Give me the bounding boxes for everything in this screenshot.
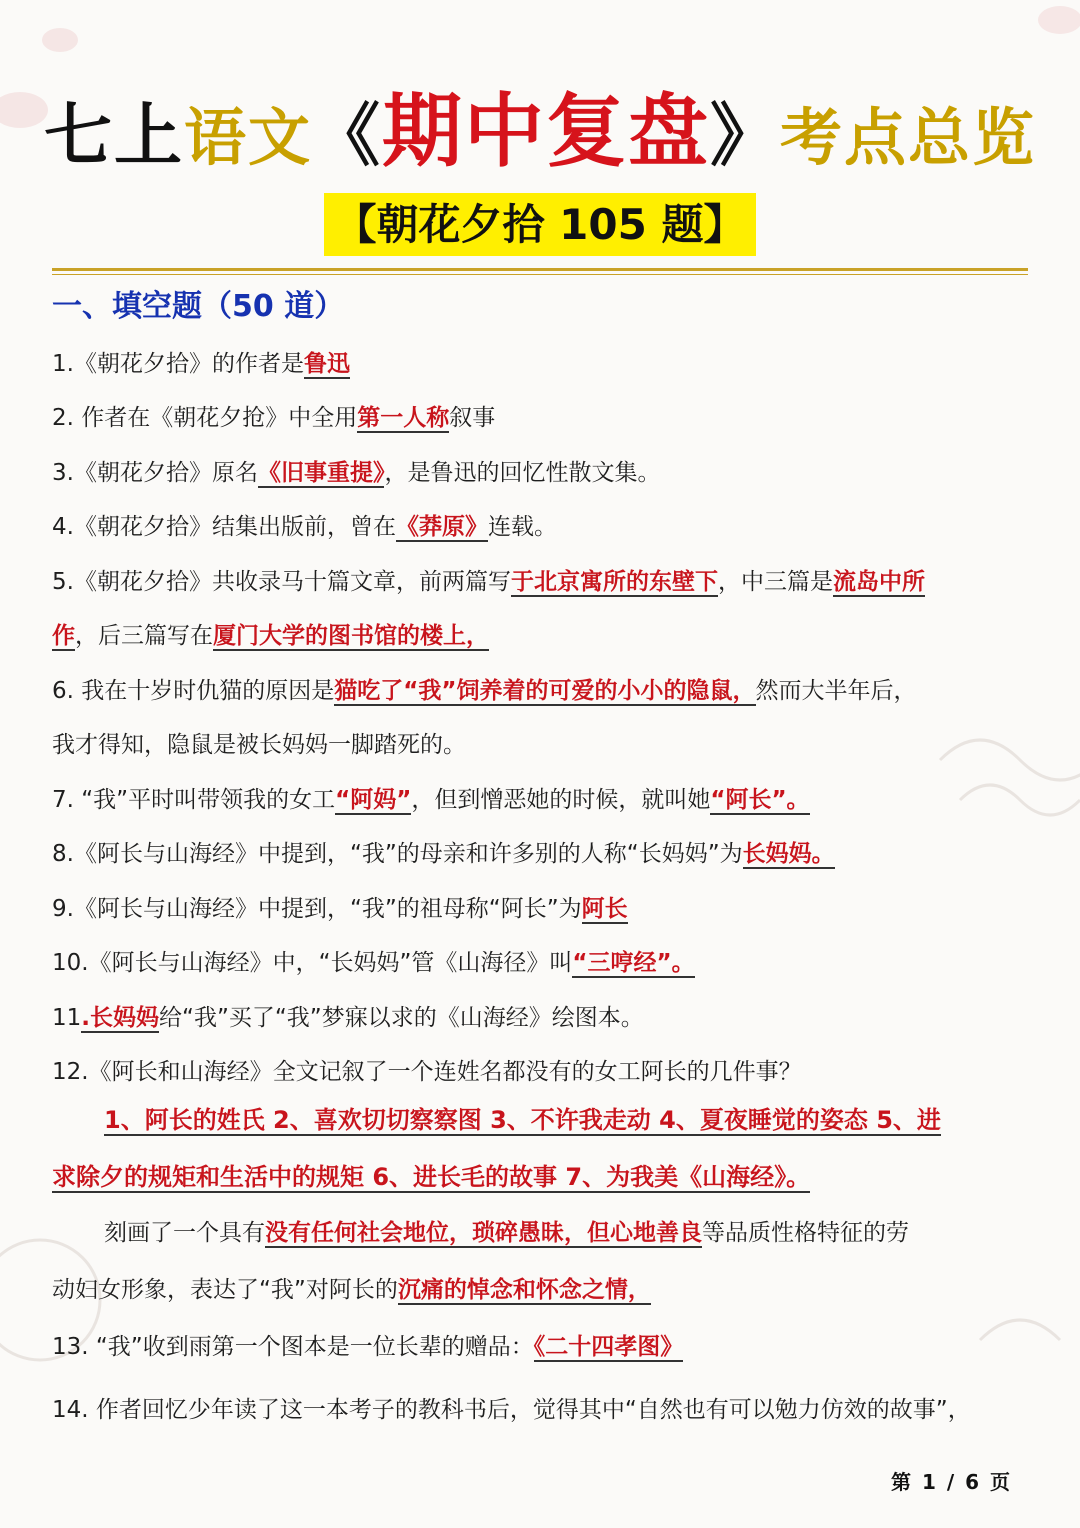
answer: 1、阿长的姓氏 2、喜欢切切察察图 3、不许我走动 4、夏夜睡觉的姿态 5、进 (104, 1106, 941, 1134)
answer: “阿长”。 (710, 787, 810, 813)
divider-thin (52, 274, 1028, 275)
question-2: 2. 作者在《朝花夕抢》中全用第一人称叙事 (52, 405, 496, 431)
answer: 《旧事重提》 (257, 460, 385, 486)
title-main: 期中复盘 (382, 85, 710, 178)
title-open-bracket: 《 (311, 97, 382, 176)
subtitle-banner: 【朝花夕拾 105 题】 (324, 193, 756, 256)
answer: 《莽原》 (395, 514, 488, 540)
answer: 《二十四孝图》 (533, 1334, 684, 1360)
answer: 求除夕的规矩和生活中的规矩 6、进长毛的故事 7、为我美《山海经》。 (52, 1163, 811, 1191)
answer: 猫吃了“我”饲养着的可爱的小小的隐鼠， (334, 678, 756, 704)
title-subject: 语文 (183, 101, 312, 174)
page-title (0, 82, 1080, 188)
answer: 第一人称 (357, 405, 450, 431)
answer: “阿妈” (335, 787, 412, 813)
question-5-continued: 作，后三篇写在厦门大学的图书馆的楼上， (52, 623, 489, 649)
answer: 没有任何社会地位，琐碎愚昧，但心地善良 (265, 1220, 702, 1246)
answer: 作 (52, 623, 75, 649)
question-6: 6. 我在十岁时仇猫的原因是猫吃了“我”饲养着的可爱的小小的隐鼠，然而大半年后， (52, 678, 917, 704)
page-number: 第 1 / 6 页 (891, 1470, 1012, 1494)
answer: 长妈妈。 (742, 841, 835, 867)
question-12: 12.《阿长和山海经》全文记叙了一个连姓名都没有的女工阿长的几件事？ (52, 1059, 802, 1085)
answer: 鲁迅 (303, 351, 350, 377)
question-13: 13. “我”收到雨第一个图本是一位长辈的赠品：《二十四孝图》 (52, 1334, 684, 1360)
answer: .长妈妈 (81, 1005, 160, 1031)
question-3: 3.《朝花夕拾》原名《旧事重提》，是鲁迅的回忆性散文集。 (52, 460, 661, 486)
question-7: 7. “我”平时叫带领我的女工“阿妈”，但到憎恶她的时候，就叫她“阿长”。 (52, 787, 810, 813)
answer: 沉痛的悼念和怀念之情， (397, 1277, 651, 1303)
question-11: 11.长妈妈给“我”买了“我”梦寐以求的《山海经》绘图本。 (52, 1005, 644, 1031)
title-close-bracket: 》 (710, 97, 781, 176)
question-12-emotion: 动妇女形象，表达了“我”对阿长的沉痛的悼念和怀念之情， (52, 1277, 651, 1303)
question-12-answer-continued (52, 1157, 1042, 1197)
question-1: 1.《朝花夕拾》的作者是鲁迅 (52, 351, 350, 377)
title-grade: 七上 (43, 97, 184, 176)
answer: 阿长 (581, 896, 628, 922)
question-12-characterization: 刻画了一个具有没有任何社会地位，琐碎愚昧，但心地善良等品质性格特征的劳 (104, 1220, 909, 1246)
answer: 流岛中所 (832, 569, 925, 595)
answer: 于北京寓所的东壁下 (510, 569, 718, 595)
question-8: 8.《阿长与山海经》中提到，“我”的母亲和许多别的人称“长妈妈”为长妈妈。 (52, 841, 835, 867)
answer: “三哼经”。 (572, 950, 695, 976)
answer: 厦门大学的图书馆的楼上， (213, 623, 489, 649)
title-overview: 考点总览 (780, 101, 1037, 174)
divider (52, 268, 1028, 271)
question-10: 10.《阿长与山海经》中，“长妈妈”管《山海径》叫“三哼经”。 (52, 950, 695, 976)
question-12-answer (52, 1100, 1080, 1140)
section-heading: 一、填空题（50 道） (52, 289, 345, 324)
question-9: 9.《阿长与山海经》中提到，“我”的祖母称“阿长”为阿长 (52, 896, 628, 922)
question-5: 5.《朝花夕拾》共收录马十篇文章，前两篇写于北京寓所的东壁下，中三篇是流岛中所 (52, 569, 925, 595)
question-6-continued: 我才得知，隐鼠是被长妈妈一脚踏死的。 (52, 732, 466, 758)
question-14: 14. 作者回忆少年读了这一本考子的教科书后，觉得其中“自然也有可以勉力仿效的故事”， (52, 1397, 971, 1423)
question-4: 4.《朝花夕拾》结集出版前，曾在《莽原》连载。 (52, 514, 557, 540)
